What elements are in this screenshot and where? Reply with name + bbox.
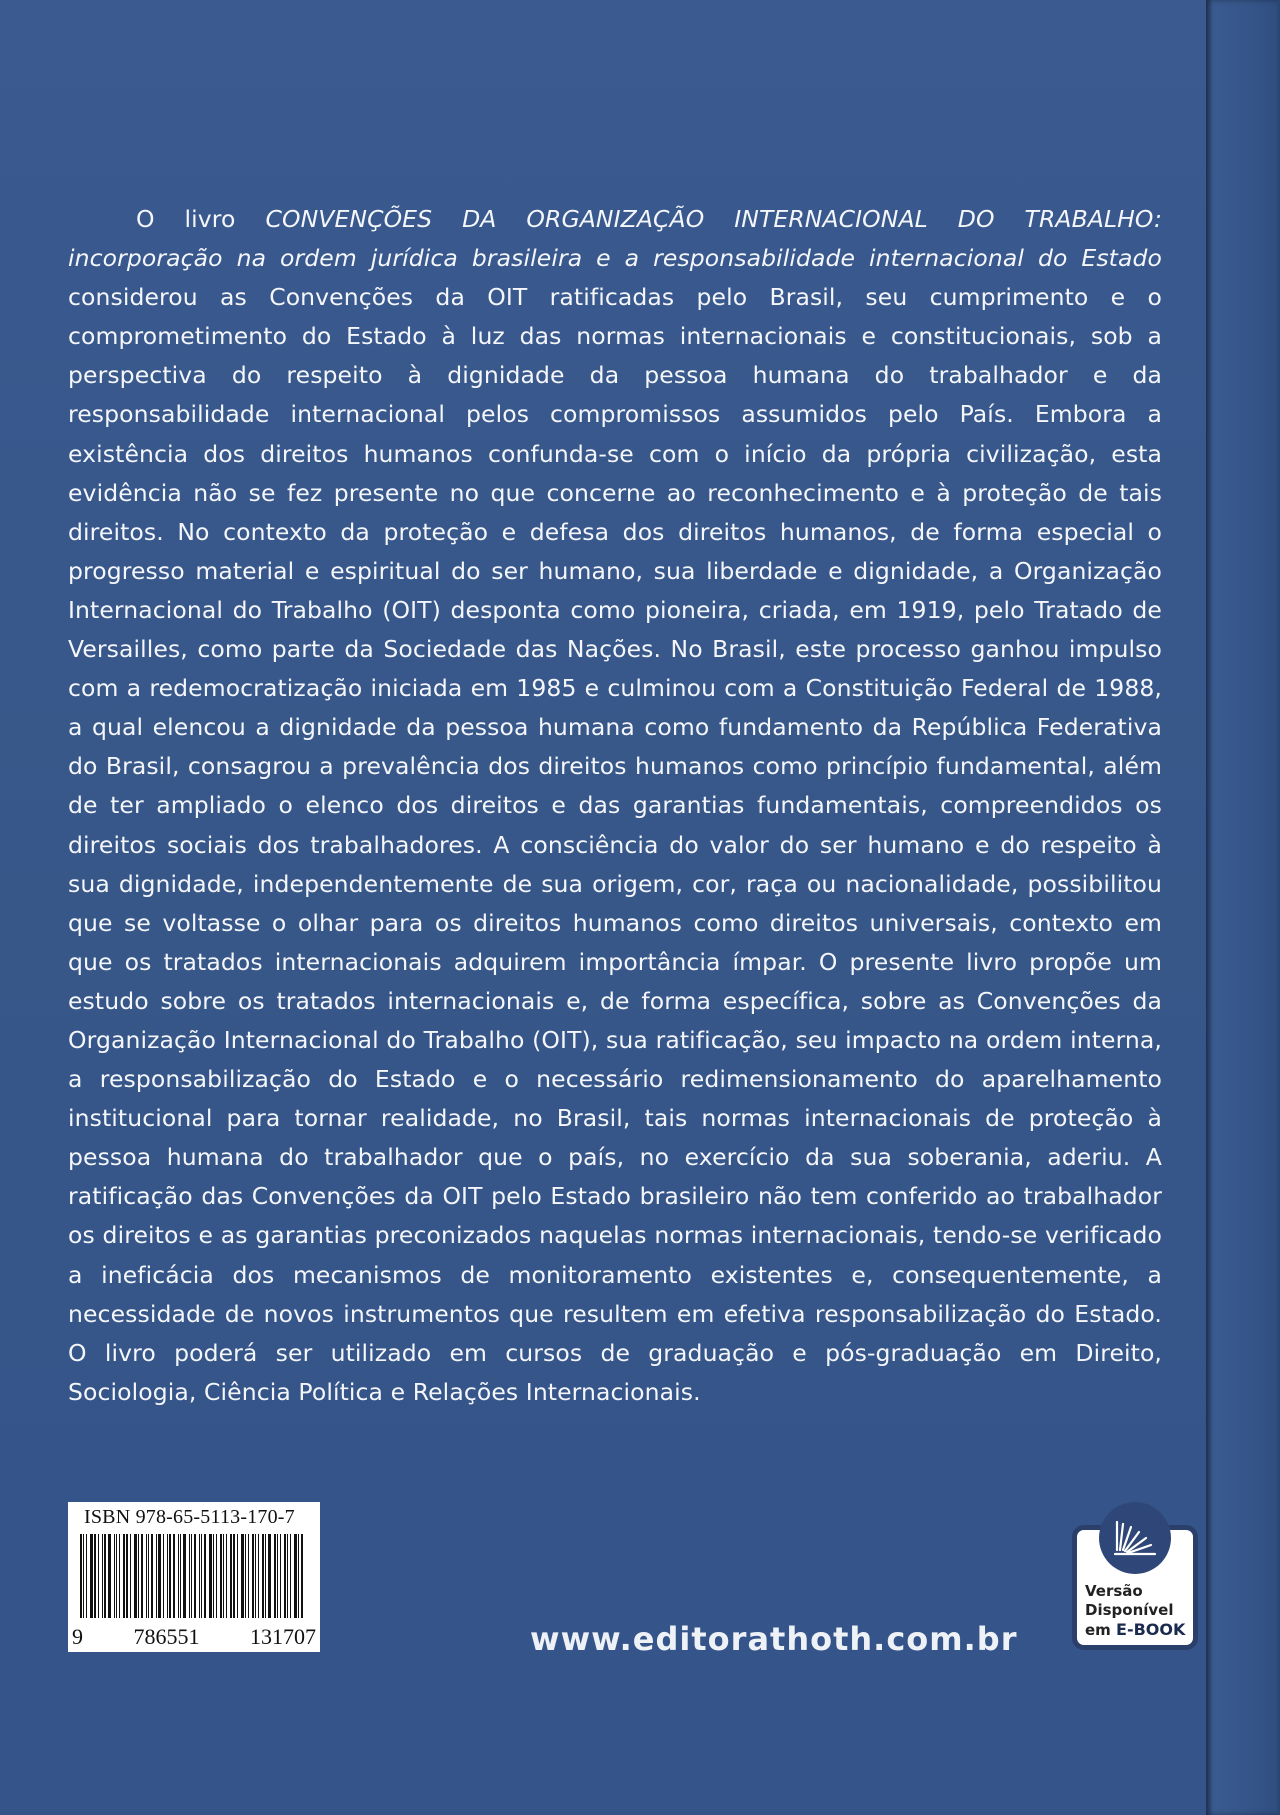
barcode-bar	[245, 1534, 246, 1618]
ebook-line-3-prefix: em	[1085, 1621, 1117, 1639]
barcode-bar	[213, 1534, 214, 1618]
barcode-bar	[216, 1534, 217, 1618]
barcode-bar	[108, 1534, 111, 1618]
isbn-label: ISBN 978-65-5113-170-7	[84, 1506, 295, 1528]
barcode-bar	[83, 1534, 84, 1618]
barcode-bar	[158, 1534, 161, 1618]
barcode-bar	[90, 1534, 93, 1618]
ebook-line-2: Disponível	[1085, 1601, 1174, 1619]
barcode-bar	[94, 1534, 96, 1618]
barcode-bar	[123, 1534, 125, 1618]
barcode-bar	[141, 1534, 143, 1618]
barcode-bar	[138, 1534, 139, 1618]
barcode-bar	[169, 1534, 171, 1618]
barcode-bar	[173, 1534, 175, 1618]
barcode-bar	[280, 1534, 281, 1618]
barcode-digit-group-2: 131707	[250, 1624, 316, 1649]
back-cover-blurb	[68, 200, 1162, 1412]
barcode-bar	[233, 1534, 235, 1618]
publisher-website[interactable]: www.editorathoth.com.br	[530, 1620, 1018, 1658]
ebook-badge-text	[1085, 1582, 1185, 1640]
barcode-digits	[72, 1624, 316, 1650]
barcode-bar	[98, 1534, 99, 1618]
barcode-bar	[294, 1534, 297, 1618]
barcode-bar	[146, 1534, 147, 1618]
barcode-bar	[262, 1534, 264, 1618]
barcode-bar	[201, 1534, 202, 1618]
barcode-bar	[189, 1534, 190, 1618]
barcode-bar	[163, 1534, 164, 1618]
barcode-bar	[126, 1534, 128, 1618]
barcode-bar	[199, 1534, 200, 1618]
barcode-bar	[80, 1534, 82, 1618]
barcode-bar	[241, 1534, 244, 1618]
barcode-bar	[258, 1534, 259, 1618]
barcode-bar	[204, 1534, 206, 1618]
barcode-bars	[80, 1534, 306, 1618]
barcode-digit-group-1: 786551	[133, 1624, 200, 1649]
blurb-book-title: CONVENÇÕES DA ORGANIZAÇÃO INTERNACIONAL DO TRABALHO: incorporação na ordem jurídica brasileira e a responsabilidade internacional do Estado	[68, 205, 1162, 273]
ebook-line-3-strong: E-BOOK	[1116, 1620, 1186, 1639]
barcode-bar	[298, 1534, 299, 1618]
barcode-digit-first: 9	[72, 1624, 83, 1649]
ebook-badge	[1072, 1525, 1198, 1650]
barcode-bar	[237, 1534, 238, 1618]
barcode-bar	[151, 1534, 153, 1618]
barcode-bar	[252, 1534, 254, 1618]
barcode-bar	[180, 1534, 181, 1618]
barcode-bar	[290, 1534, 291, 1618]
ebook-line-3	[1085, 1620, 1185, 1640]
barcode-bar	[104, 1534, 106, 1618]
barcode-bar	[284, 1534, 286, 1618]
barcode-bar	[183, 1534, 186, 1618]
barcode-bar	[230, 1534, 232, 1618]
barcode-bar	[134, 1534, 137, 1618]
open-book-icon	[1099, 1502, 1171, 1574]
barcode-bar	[277, 1534, 278, 1618]
barcode-bar	[178, 1534, 179, 1618]
barcode-bar	[114, 1534, 115, 1618]
barcode-bar	[86, 1534, 87, 1618]
ebook-line-1: Versão	[1085, 1582, 1143, 1600]
barcode-bar	[148, 1534, 149, 1618]
barcode-bar	[255, 1534, 256, 1618]
barcode-bar	[116, 1534, 117, 1618]
blurb-body: considerou as Convenções da OIT ratificadas pelo Brasil, seu cumprimento e o comprometimento do Estado à luz das normas internacionais e constitucionais, sob a perspectiva do respeito à dignidade da pessoa humana do trabalhador e da responsabilidade internacional pelos compromissos assumidos pelo País. Embora a existência dos direitos humanos confunda-se com o início da própria civilização, esta evidência não se fez presente no que concerne ao reconhecimento e à proteção de tais direitos. No contexto da proteção e defesa dos direitos humanos, de forma especial o progresso material e espiritual do ser humano, sua liberdade e dignidade, a Organização Internacional do Trabalho (OIT) desponta como pioneira, criada, em 1919, pelo Tratado de Versailles, como parte da Sociedade das Nações. No Brasil, este processo ganhou impulso com a redemocratização iniciada em 1985 e culminou com a Constituição Federal de 1988, a qual elencou a dignidade da pessoa humana como fundamento da República Federativa do Brasil, consagrou a prevalência dos direitos humanos como princípio fundamental, além de ter ampliado o elenco dos direitos e das garantias fundamentais, compreendidos os direitos sociais dos trabalhadores. A consciência do valor do ser humano e do respeito à sua dignidade, independentemente de sua origem, cor, raça ou nacionalidade, possibilitou que se voltasse o olhar para os direitos humanos como direitos universais, contexto em que os tratados internacionais adquirem importância ímpar. O presente livro propõe um estudo sobre os tratados internacionais e, de forma específica, sobre as Convenções da Organização Internacional do Trabalho (OIT), sua ratificação, seu impacto na ordem interna, a responsabilização do Estado e o necessário redimensionamento do aparelhamento institucional para tornar realidade, no Brasil, tais normas internacionais de proteção à pessoa humana do trabalhador que o país, no exercício da sua soberania, aderiu. A ratificação das Convenções da OIT pelo Estado brasileiro não tem conferido ao trabalhador os direitos e as garantias preconizados naquelas normas internacionais, tendo-se verificado a ineficácia dos mecanismos de monitoramento existentes e, consequentemente, a necessidade de novos instrumentos que resultem em efetiva responsabilização do Estado. O livro poderá ser utilizado em cursos de graduação e pós-graduação em Direito, Sociologia, Ciência Política e Relações Internacionais.	[68, 283, 1162, 1406]
blurb-intro: O livro	[136, 205, 266, 233]
barcode-bar	[226, 1534, 227, 1618]
barcode-bar	[248, 1534, 249, 1618]
barcode-bar	[274, 1534, 276, 1618]
barcode-bar	[209, 1534, 212, 1618]
barcode-bar	[268, 1534, 271, 1618]
cover-fold	[1206, 0, 1278, 1815]
barcode-bar	[287, 1534, 288, 1618]
barcode-bar	[191, 1534, 192, 1618]
barcode-bar	[119, 1534, 120, 1618]
isbn-barcode	[68, 1502, 320, 1652]
barcode-bar	[167, 1534, 168, 1618]
barcode-bar	[102, 1534, 103, 1618]
barcode-bar	[265, 1534, 266, 1618]
barcode-bar	[301, 1534, 303, 1618]
barcode-bar	[156, 1534, 157, 1618]
barcode-bar	[130, 1534, 131, 1618]
barcode-bar	[220, 1534, 222, 1618]
barcode-bar	[194, 1534, 196, 1618]
barcode-bar	[223, 1534, 224, 1618]
